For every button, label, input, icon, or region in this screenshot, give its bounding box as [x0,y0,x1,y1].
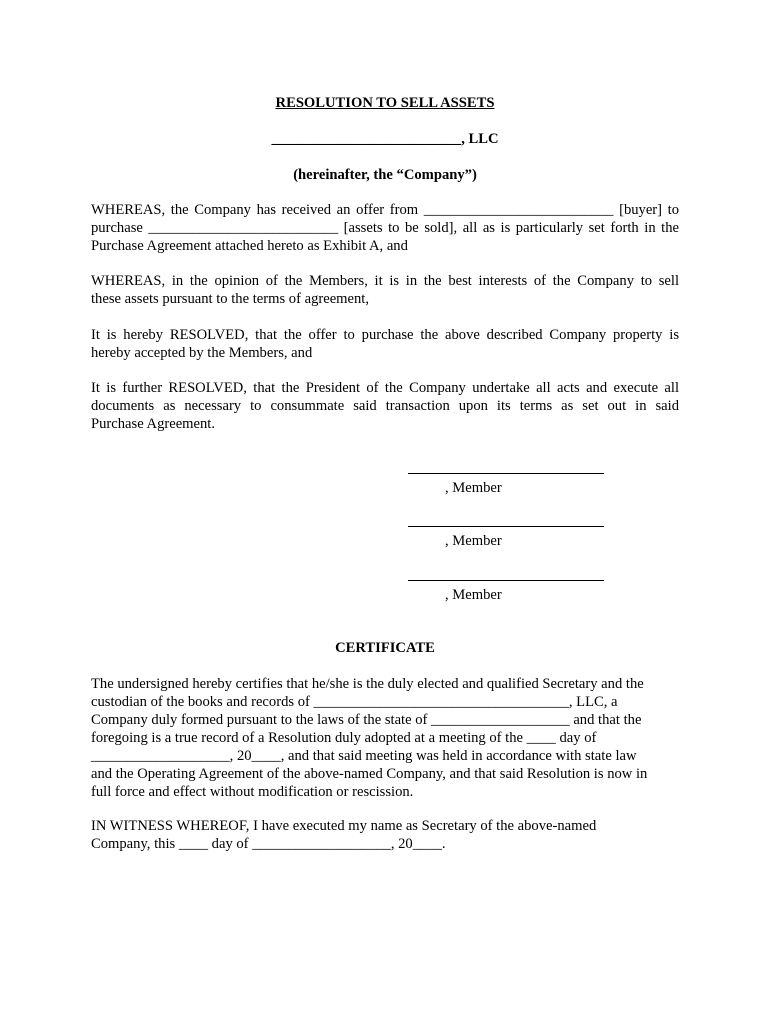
paragraph-line: The undersigned hereby certifies that he/she is the duly elected and qualified Secretary and the [91,676,644,692]
company-definition: (hereinafter, the “Company”) [293,167,477,183]
witness-paragraph [91,817,679,853]
whereas-offer-paragraph [91,201,679,255]
paragraph-line: foregoing is a true record of a Resolution duly adopted at a meeting of the ____ day of [91,730,597,746]
paragraph-line: Company, this ____ day of ___________________, 20____. [91,836,446,852]
company-name-line: __________________________, LLC [271,131,499,147]
signature-line [408,580,604,581]
paragraph-line: Company duly formed pursuant to the laws of the state of ___________________ and that the [91,712,642,728]
signature-line [408,526,604,527]
resolved-accept-paragraph [91,326,679,362]
paragraph-line: It is hereby RESOLVED, that the offer to purchase the above described Company property is [91,327,679,343]
paragraph-line: WHEREAS, the Company has received an offer from __________________________ [buyer] to [91,202,679,218]
paragraph-line: ___________________, 20____, and that said meeting was held in accordance with state law [91,748,637,764]
paragraph-line: and the Operating Agreement of the above-named Company, and that said Resolution is now in [91,766,648,782]
member-label: , Member [445,480,502,496]
member-label: , Member [445,587,502,603]
paragraph-line: full force and effect without modification or rescission. [91,784,414,800]
resolved-president-paragraph [91,379,679,433]
paragraph-line: hereby accepted by the Members, and [91,345,313,361]
paragraph-line: these assets pursuant to the terms of agreement, [91,291,370,307]
certificate-paragraph [91,675,679,801]
paragraph-line: It is further RESOLVED, that the President of the Company undertake all acts and execute all [91,380,679,396]
signature-line [408,473,604,474]
paragraph-line: IN WITNESS WHEREOF, I have executed my name as Secretary of the above-named [91,818,597,834]
paragraph-line: documents as necessary to consummate said transaction upon its terms as set out in said [91,398,679,414]
document-title: RESOLUTION TO SELL ASSETS [275,95,495,111]
paragraph-line: purchase __________________________ [assets to be sold], all as is particularly set forth in the [91,220,679,236]
paragraph-line: Purchase Agreement. [91,416,216,432]
certificate-heading: CERTIFICATE [335,640,435,656]
paragraph-line: WHEREAS, in the opinion of the Members, it is in the best interests of the Company to sell [91,273,679,289]
whereas-opinion-paragraph [91,272,679,308]
member-label: , Member [445,533,502,549]
paragraph-line: custodian of the books and records of ___________________________________, LLC, a [91,694,618,710]
paragraph-line: Purchase Agreement attached hereto as Exhibit A, and [91,238,408,254]
